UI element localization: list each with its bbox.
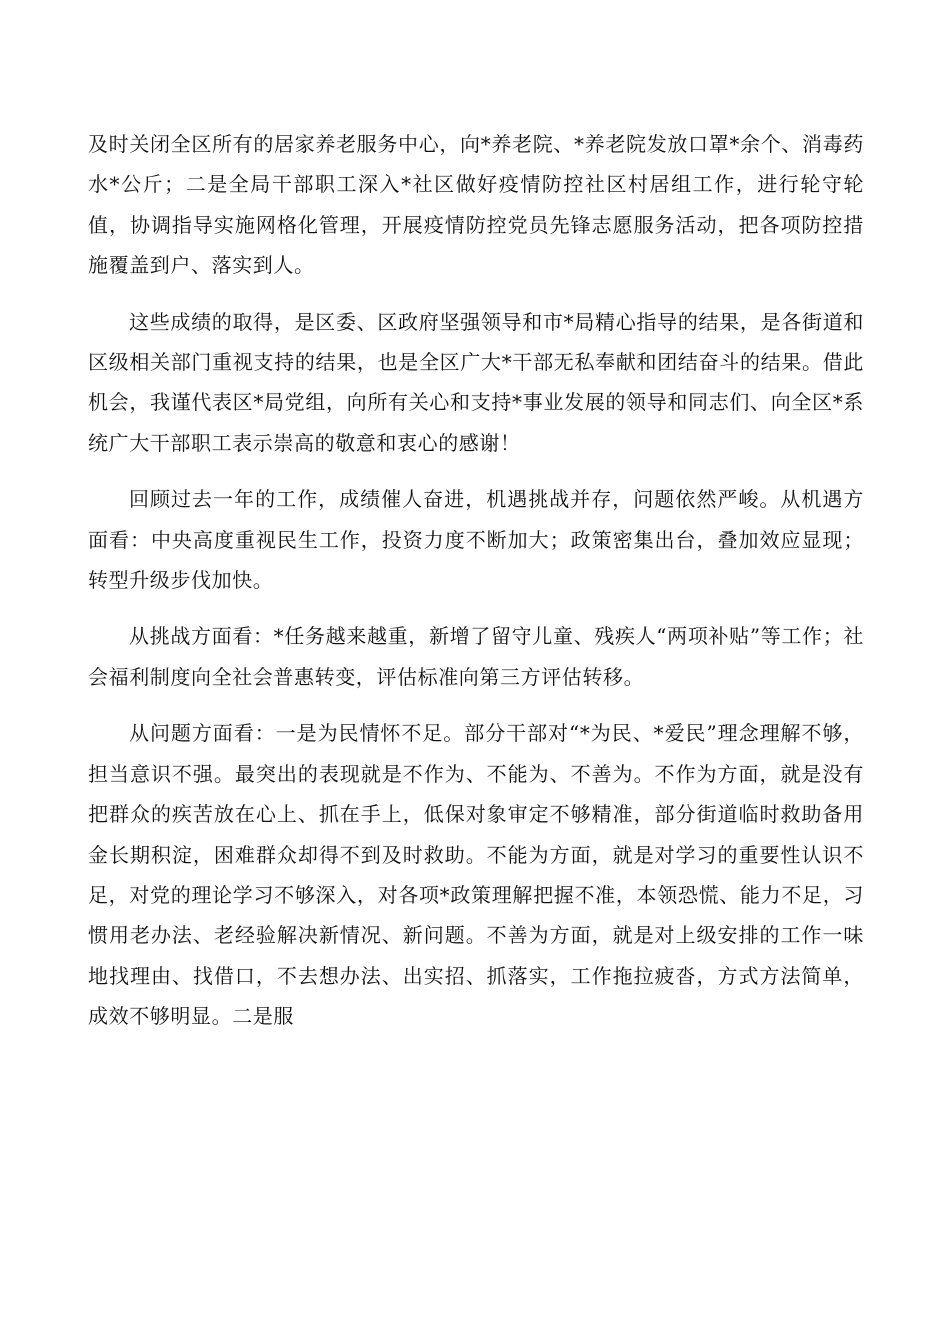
document-page [88,124,864,1037]
paragraph-5: 从问题方面看：一是为民情怀不足。部分干部对“*为民、*爱民”理念理解不够，担当意识不强。最突出的表现就是不作为、不能为、不善为。不作为方面，就是没有把群众的疾苦放在心上、抓在手上，低保对象审定不够精准，部分街道临时救助备用金长期积淀，困难群众却得不到及时救助。不能为方面，就是对学习的重要性认识不足，对党的理论学习不够深入，对各项*政策理解把握不准，本领恐慌、能力不足，习惯用老办法、老经验解决新情况、新问题。不善为方面，就是对上级安排的工作一味地找理由、找借口，不去想办法、出实招、抓落实，工作拖拉疲沓，方式方法简单，成效不够明显。二是服 [88,721,864,1029]
paragraph-4: 从挑战方面看：*任务越来越重，新增了留守儿童、残疾人“两项补贴”等工作；社会福利制度向全社会普惠转变，评估标准向第三方评估转移。 [88,624,864,689]
paragraph-3: 回顾过去一年的工作，成绩催人奋进，机遇挑战并存，问题依然严峻。从机遇方面看：中央高度重视民生工作，投资力度不断加大；政策密集出台，叠加效应显现；转型升级步伐加快。 [88,487,864,593]
paragraph-2: 这些成绩的取得，是区委、区政府坚强领导和市*局精心指导的结果，是各街道和区级相关部门重视支持的结果，也是全区广大*干部无私奉献和团结奋斗的结果。借此机会，我谨代表区*局党组，向所有关心和支持*事业发展的领导和同志们、向全区*系统广大干部职工表示崇高的敬意和衷心的感谢！ [88,309,864,455]
paragraph-1: 及时关闭全区所有的居家养老服务中心，向*养老院、*养老院发放口罩*余个、消毒药水*公斤；二是全局干部职工深入*社区做好疫情防控社区村居组工作，进行轮守轮值，协调指导实施网格化管理，开展疫情防控党员先锋志愿服务活动，把各项防控措施覆盖到户、落实到人。 [88,132,864,278]
